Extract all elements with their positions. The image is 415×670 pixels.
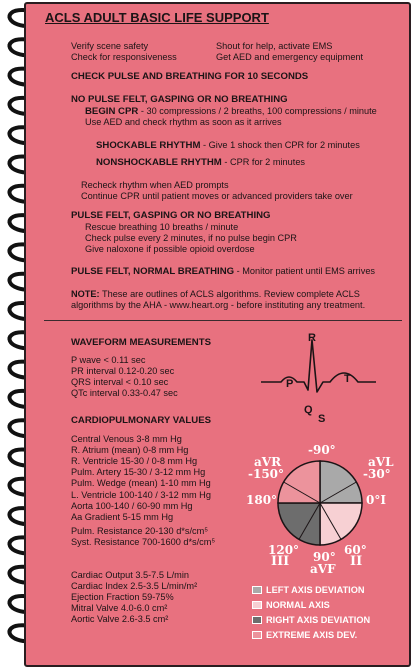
note-line-1: These are outlines of ACLS algorithms. Review complete ACLS <box>99 289 360 299</box>
shockable-label: SHOCKABLE RHYTHM <box>96 140 201 151</box>
intro-left-1: Verify scene safety <box>71 41 149 51</box>
cardio-value-6: L. Ventricle 100-140 / 3-12 mm Hg <box>71 489 211 500</box>
resistance-value-2: Syst. Resistance 700-1600 d*s/cm⁵ <box>71 537 216 547</box>
legend-swatch <box>252 631 262 639</box>
waveform-line-1: P wave < 0.11 sec <box>71 355 146 365</box>
intro-left-2: Check for responsiveness <box>71 52 177 62</box>
ecg-label-q: Q <box>304 404 313 416</box>
continue-line: Continue CPR until patient moves or advanced providers take over <box>81 191 353 201</box>
resistance-value-1: Pulm. Resistance 20-130 d*s/cm⁵ <box>71 526 209 536</box>
pulse-normal-text: - Monitor patient until EMS arrives <box>234 266 376 276</box>
ecg-label-p: P <box>286 378 294 390</box>
axis-label-avf: aVF <box>310 562 336 576</box>
axis-label-minus30: -30° <box>363 467 391 481</box>
pulse-gasping-line-2: Check pulse every 2 minutes, if no pulse begin CPR <box>85 233 297 243</box>
pulse-gasping-line-3: Give naloxone if possible opioid overdose <box>85 244 255 254</box>
check-pulse-heading: CHECK PULSE AND BREATHING FOR 10 SECONDS <box>71 71 309 82</box>
axis-label-90: 90° <box>313 550 336 564</box>
waveform-line-4: QTc interval 0.33-0.47 sec <box>71 388 178 398</box>
cardio-value-2: R. Atrium (mean) 0-8 mm Hg <box>71 445 189 456</box>
axis-label-0-lead-i: 0°I <box>366 493 386 507</box>
legend-label: NORMAL AXIS <box>266 600 330 610</box>
intro-right-2: Get AED and emergency equipment <box>216 52 364 62</box>
cardio-value-8: Aa Gradient 5-15 mm Hg <box>71 511 174 522</box>
axis-label-120: 120° <box>268 543 300 557</box>
no-pulse-heading: NO PULSE FELT, GASPING OR NO BREATHING <box>71 94 288 105</box>
axis-label-lead-iii: III <box>271 554 290 569</box>
ecg-label-t: T <box>344 373 351 385</box>
section-divider <box>44 320 402 321</box>
axis-label-minus150: -150° <box>248 467 285 481</box>
output-value-2: Cardiac Index 2.5-3.5 L/min/m² <box>71 581 198 592</box>
card-title: ACLS ADULT BASIC LIFE SUPPORT <box>45 10 269 25</box>
begin-cpr-label: BEGIN CPR <box>85 106 139 117</box>
cardio-value-4: Pulm. Artery 15-30 / 3-12 mm Hg <box>71 467 206 478</box>
pulse-gasping-line-1: Rescue breathing 10 breaths / minute <box>85 222 239 232</box>
cardio-value-7: Aorta 100-140 / 60-90 mm Hg <box>71 500 193 511</box>
ecg-label-r: R <box>308 332 316 344</box>
legend-swatch <box>252 616 262 624</box>
axis-label-180: 180° <box>246 493 278 507</box>
output-value-1: Cardiac Output 3.5-7.5 L/min <box>71 570 189 580</box>
cardio-heading: CARDIOPULMONARY VALUES <box>71 415 212 426</box>
cardio-value-5: Pulm. Wedge (mean) 1-10 mm Hg <box>71 478 211 489</box>
legend-swatch <box>252 586 262 594</box>
waveform-line-3: QRS interval < 0.10 sec <box>71 377 169 387</box>
shockable-text: - Give 1 shock then CPR for 2 minutes <box>200 140 360 150</box>
axis-label-minus90: -90° <box>308 443 336 457</box>
legend-label: LEFT AXIS DEVIATION <box>266 585 365 595</box>
nonshockable-text: - CPR for 2 minutes <box>221 157 306 167</box>
cardio-value-3: R. Ventricle 15-30 / 0-8 mm Hg <box>71 456 198 467</box>
waveform-heading: WAVEFORM MEASUREMENTS <box>71 337 211 348</box>
pulse-normal-label: PULSE FELT, NORMAL BREATHING <box>71 266 235 277</box>
legend-swatch <box>252 601 262 609</box>
note-label: NOTE: <box>71 289 100 299</box>
legend-label: RIGHT AXIS DEVIATION <box>266 615 371 625</box>
output-value-3: Ejection Fraction 59-75% <box>71 592 174 603</box>
intro-right-1: Shout for help, activate EMS <box>216 41 333 51</box>
ecg-waveform-diagram <box>256 330 381 400</box>
nonshockable-label: NONSHOCKABLE RHYTHM <box>96 157 222 168</box>
ecg-trace <box>261 340 376 392</box>
axis-label-lead-ii: II <box>350 554 363 569</box>
aed-line: Use AED and check rhythm as soon as it arrives <box>85 117 282 127</box>
waveform-line-2: PR interval 0.12-0.20 sec <box>71 366 175 376</box>
pulse-gasping-heading: PULSE FELT, GASPING OR NO BREATHING <box>71 210 271 221</box>
output-value-4: Mitral Valve 4.0-6.0 cm² <box>71 603 168 614</box>
legend-label: EXTREME AXIS DEV. <box>266 630 358 640</box>
cardio-value-1: Central Venous 3-8 mm Hg <box>71 434 182 444</box>
axis-label-avl: aVL <box>368 455 394 469</box>
axis-label-avr: aVR <box>254 455 282 469</box>
axis-label-60: 60° <box>344 543 367 557</box>
output-value-5: Aortic Valve 2.6-3.5 cm² <box>71 614 169 625</box>
begin-cpr-text: - 30 compressions / 2 breaths, 100 compressions / minute <box>138 106 377 116</box>
note-line-2: algorithms by the AHA - www.heart.org - before instituting any treatment. <box>71 300 366 310</box>
recheck-line: Recheck rhythm when AED prompts <box>81 180 229 190</box>
ecg-label-s: S <box>318 413 326 425</box>
